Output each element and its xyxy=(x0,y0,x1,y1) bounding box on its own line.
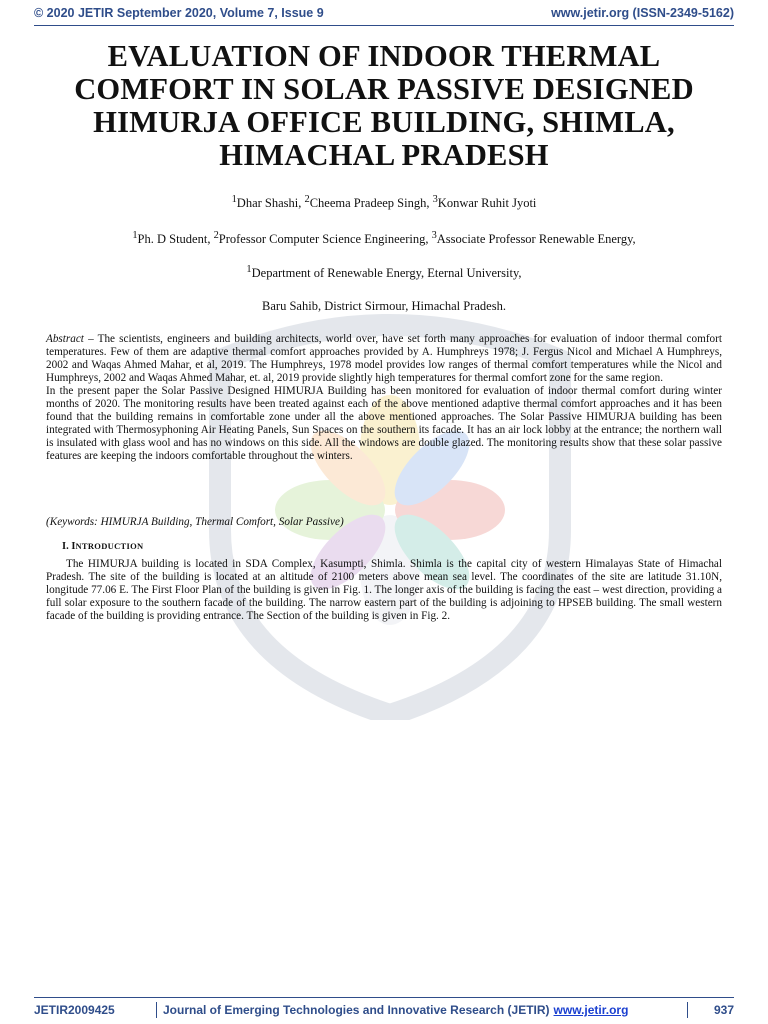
role-3: Associate Professor Renewable Energy, xyxy=(436,232,636,247)
author-3-sup: 3 xyxy=(432,194,438,205)
role-3-sup: 3 xyxy=(431,230,437,241)
introduction-paragraph: The HIMURJA building is located in SDA Complex, Kasumpti, Shimla. Shimla is the capital city of western Himalayas State of Himachal Pradesh. The site of the building is located at an altitude of 2100 meters above mean sea level. The coordinates of the site are latitude 31.10N, longitude 77.06 E. The First Floor Plan of the building is given in Fig. 1. The longer axis of the building is facing the east – west direction, providing a full solar exposure to the southern facade of the building. The narrow eastern part of the building is adjoining to HPSEB building. The small western facade of the building is providing entrance. The Section of the building is given in Fig. 2. xyxy=(46,558,722,622)
role-1: Ph. D Student, xyxy=(137,232,214,247)
abstract-paragraph-1 xyxy=(46,333,722,385)
role-2-sup: 2 xyxy=(213,230,219,241)
department-line xyxy=(40,264,728,281)
header-copyright: © 2020 JETIR September 2020, Volume 7, Issue 9 xyxy=(34,6,324,20)
author-2-sup: 2 xyxy=(304,194,310,205)
section-first-letter: I xyxy=(71,541,76,552)
footer-journal-name xyxy=(163,1003,681,1017)
role-2: Professor Computer Science Engineering, xyxy=(218,232,432,247)
header-website: www.jetir.org (ISSN-2349-5162) xyxy=(551,6,734,20)
abstract-label: Abstract xyxy=(46,333,84,345)
department-sup: 1 xyxy=(246,264,252,275)
paper-title: EVALUATION OF INDOOR THERMAL COMFORT IN SOLAR PASSIVE DESIGNED HIMURJA OFFICE BUILDING, SHIMLA, HIMACHAL PRADESH xyxy=(74,39,694,172)
section-number: I. xyxy=(62,541,72,552)
abstract-text-1: The scientists, engineers and building architects, world over, have set forth many approaches for evaluation of indoor thermal comfort temperatures. Few of them are adaptive thermal comfort approaches provided by A. Humphreys 1978; J. Fergus Nicol and Michael A Humphreys, 2002 and Waqas Ahmed Mahar, et al, 2019. The Humphreys, 1978 model provides low ranges of thermal comfort temperatures while the Nicol and Humphreys, 2002 and Waqas Ahmed Mahar, et. al, 2019 provide slightly high temperatures for thermal comfort zone for the same region. xyxy=(46,333,722,384)
abstract xyxy=(46,333,722,463)
abstract-paragraph-2: In the present paper the Solar Passive Designed HIMURJA Building has been monitored for evaluation of indoor thermal comfort during winter months of 2020. The monitoring results have been treated against each of the above mentioned adaptive thermal comfort approaches and it has been found that the building remains in comfortable zone under all the above mentioned approaches. The Solar Passive HIMURJA building has been integrated with Thermosyphoning Air Heating Panels, Sun Spaces on the southern its facade. It has an air lock lobby at the entrance; the northern wall is insulated with glass wool and has no windows on this side. All the windows are double glazed. The monitoring results show that these solar passive features are keeping the indoors comfortable throughout the winters. xyxy=(46,385,722,462)
location-line: Baru Sahib, District Sirmour, Himachal Pradesh. xyxy=(262,299,506,313)
page-footer xyxy=(34,1002,734,1018)
footer-rule xyxy=(34,997,734,998)
footer-paper-id: JETIR2009425 xyxy=(34,1003,115,1017)
footer-separator xyxy=(156,1002,157,1018)
keywords: (Keywords: HIMURJA Building, Thermal Comfort, Solar Passive) xyxy=(46,516,344,528)
page-number: 937 xyxy=(713,1003,734,1017)
section-title-rest: NTRODUCTION xyxy=(75,541,144,551)
section-heading-introduction xyxy=(62,541,143,552)
role-1-sup: 1 xyxy=(132,230,138,241)
author-3-name: Konwar Ruhit Jyoti xyxy=(437,196,537,211)
author-1-sup: 1 xyxy=(231,194,237,205)
footer-journal-text: Journal of Emerging Technologies and Innovative Research (JETIR) xyxy=(163,1003,550,1017)
page-header xyxy=(34,6,734,20)
author-2-name: Cheema Pradeep Singh, xyxy=(309,196,433,211)
header-rule xyxy=(34,25,734,26)
author-1-name: Dhar Shashi, xyxy=(236,196,305,211)
abstract-dash: – xyxy=(83,333,98,345)
department: Department of Renewable Energy, Eternal University, xyxy=(251,266,522,281)
footer-separator-2 xyxy=(687,1002,688,1018)
author-list xyxy=(40,194,728,211)
author-roles xyxy=(40,230,728,247)
footer-website-link[interactable]: www.jetir.org xyxy=(553,1003,629,1017)
